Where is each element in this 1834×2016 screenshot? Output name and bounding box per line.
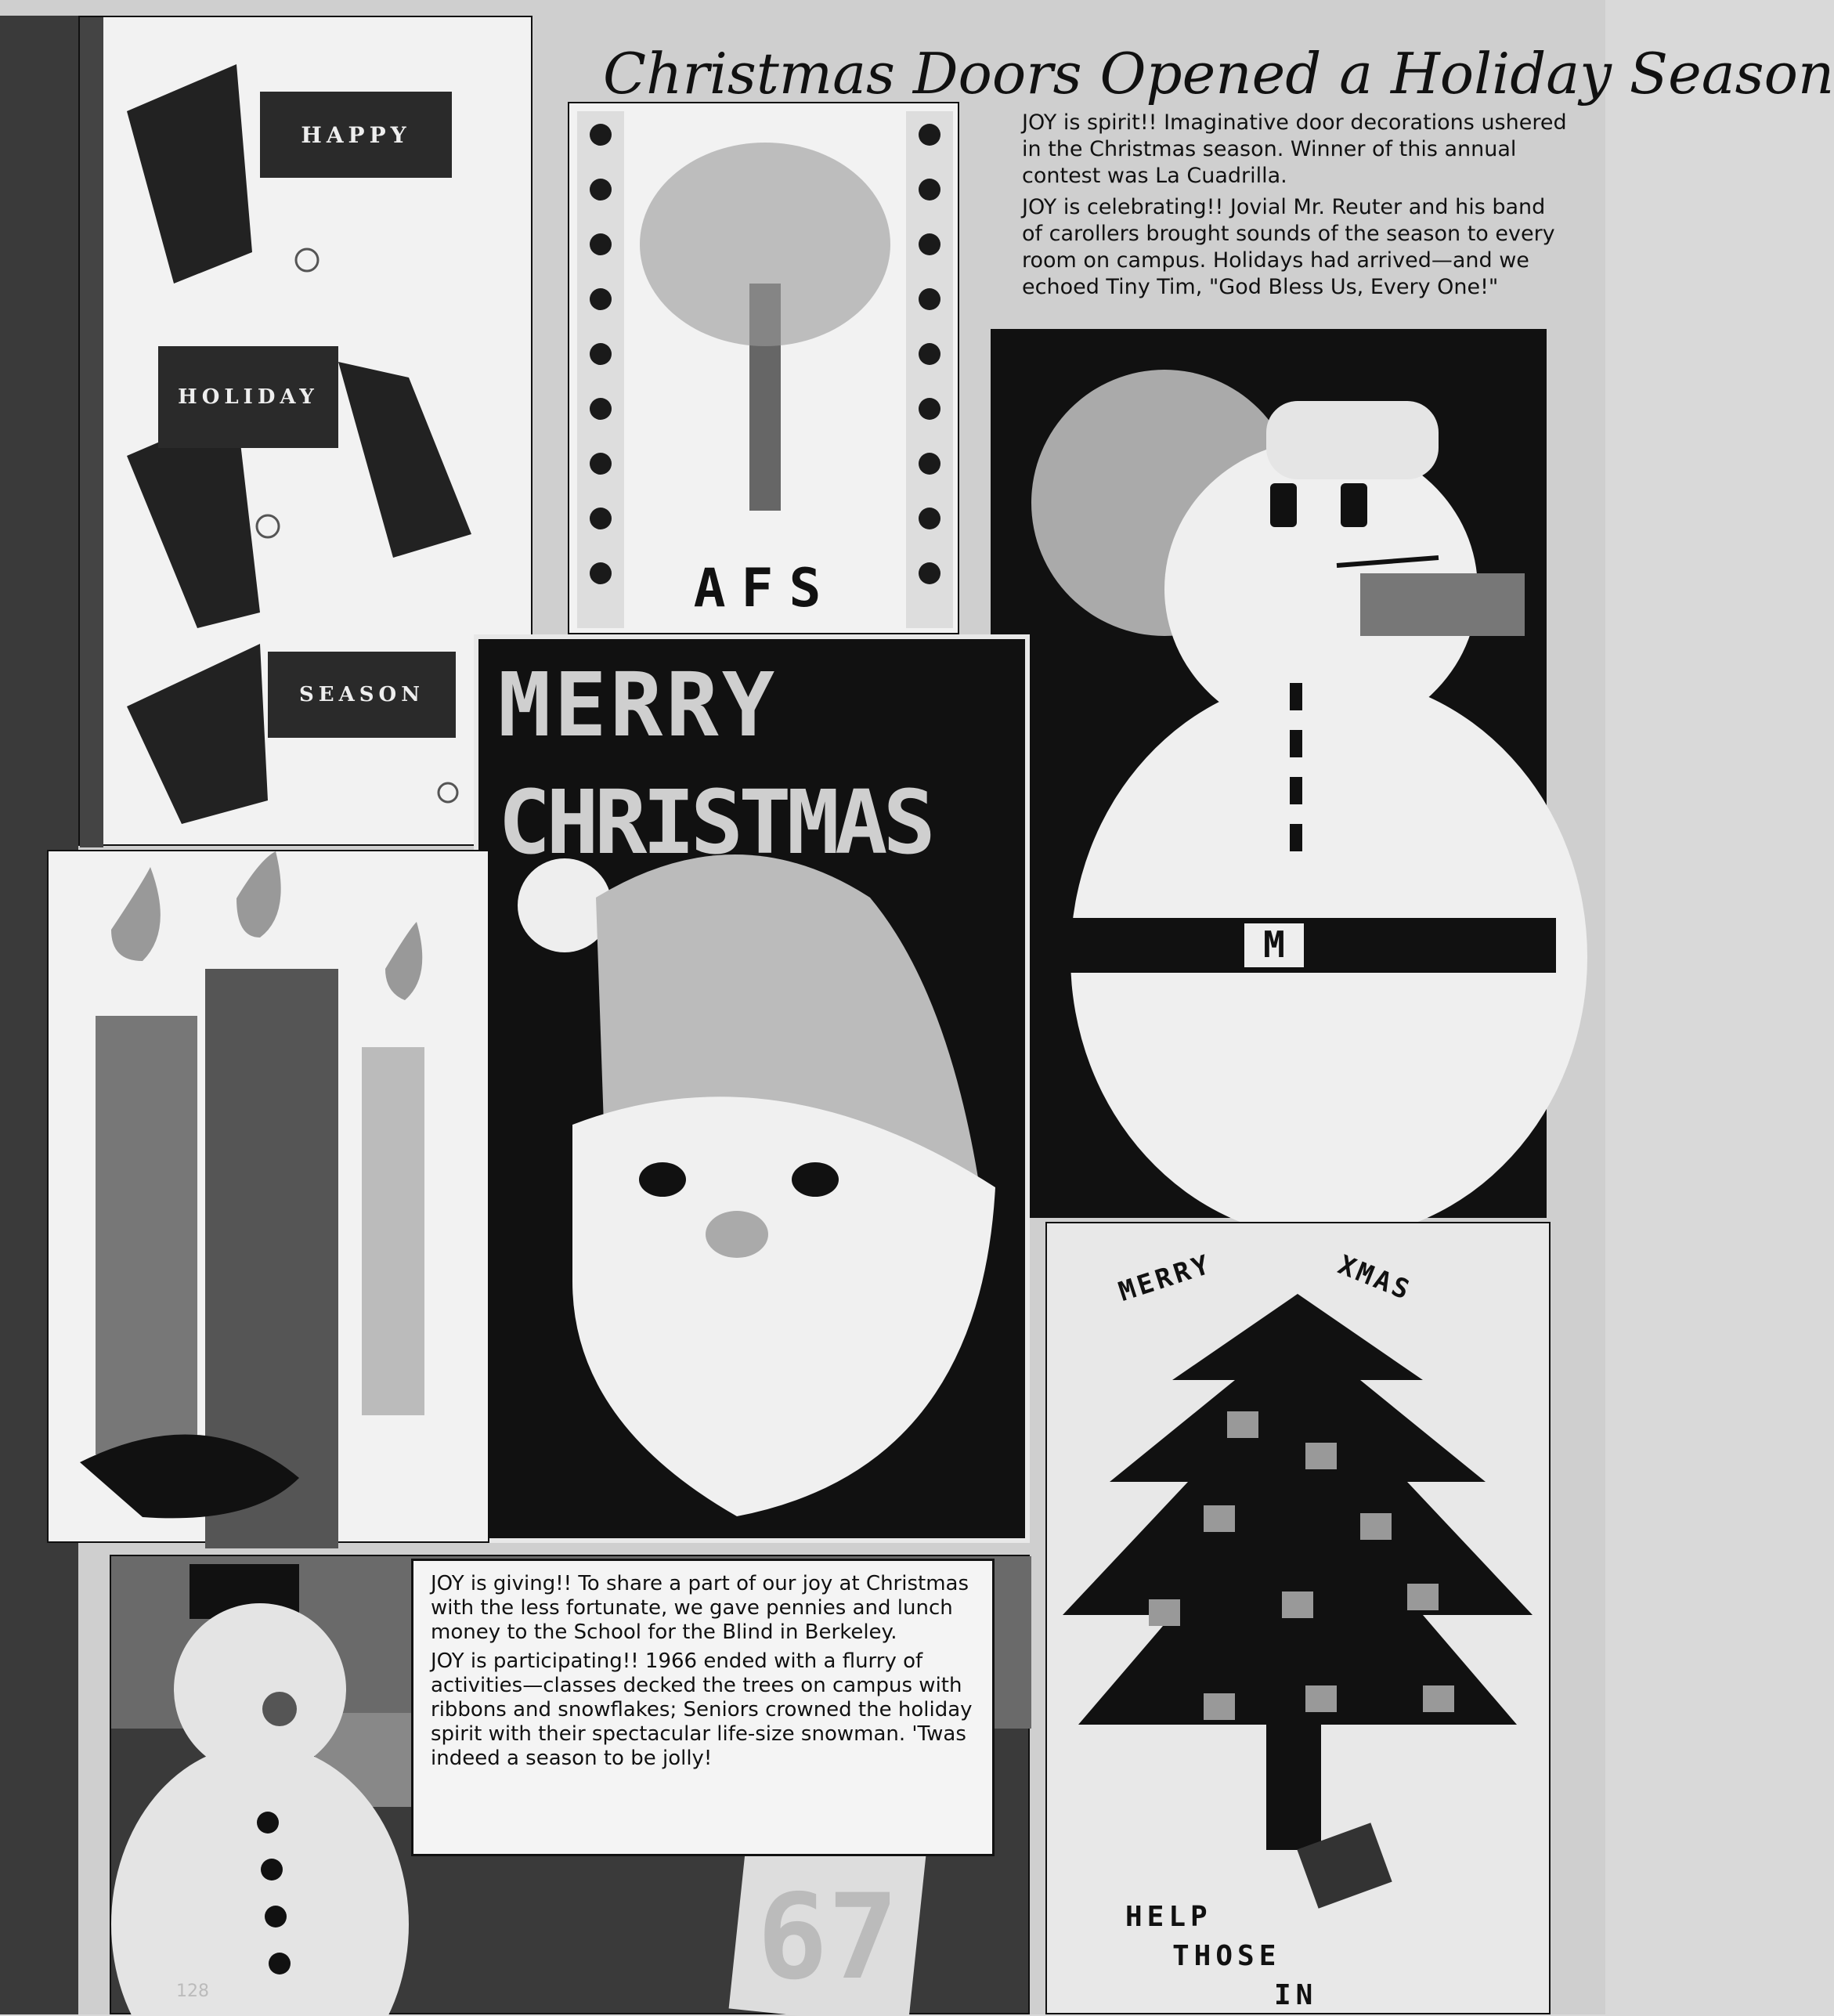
bell-shape bbox=[127, 644, 268, 824]
top-caption bbox=[1022, 110, 1570, 305]
tree-trunk bbox=[1266, 1725, 1321, 1850]
candles-door-art bbox=[49, 851, 491, 1545]
season-banner: SEASON bbox=[268, 652, 456, 738]
button-shape bbox=[1290, 777, 1302, 804]
santa-door-photo bbox=[474, 634, 1030, 1543]
xmas-arc-text: XMAS bbox=[1334, 1249, 1417, 1307]
eye-shape bbox=[1341, 483, 1367, 527]
candle-shape bbox=[362, 1047, 424, 1415]
afs-label: AFS bbox=[693, 558, 837, 620]
eye-shape bbox=[639, 1162, 686, 1197]
bell-shape bbox=[127, 64, 252, 284]
tree-door-photo bbox=[568, 102, 959, 634]
sign-number: 67 bbox=[756, 1870, 899, 2006]
candle-shape bbox=[96, 1016, 197, 1454]
xmas-tree-door-photo bbox=[1045, 1222, 1551, 2014]
caption-paragraph: JOY is giving!! To share a part of our joy at Christmas with the less fortunate, we gave pennies and lunch money to the School for the Blind in Berkeley. bbox=[431, 1572, 969, 1644]
snowman-hat bbox=[1266, 401, 1439, 479]
page-number: 128 bbox=[176, 1982, 209, 2001]
caption-paragraph: JOY is celebrating!! Jovial Mr. Reuter and his band of carollers brought sounds of the season to every room on campus. Holidays had arrived—and we echoed Tiny Tim, "God Bless Us, Every One!" bbox=[1022, 195, 1555, 299]
bottom-caption bbox=[411, 1559, 995, 1856]
flame-shape bbox=[111, 867, 161, 961]
snowflake-icon bbox=[439, 783, 457, 802]
santa-face bbox=[572, 1097, 995, 1516]
candles-door-photo bbox=[47, 850, 489, 1543]
bells-door-photo bbox=[78, 16, 533, 846]
button-shape bbox=[1290, 730, 1302, 757]
caption-paragraph: JOY is spirit!! Imaginative door decorations ushered in the Christmas season. Winner of this annual contest was La Cuadrilla. bbox=[1022, 110, 1567, 188]
in-text: IN bbox=[1274, 1979, 1318, 2011]
button-shape bbox=[265, 1906, 287, 1927]
button-shape bbox=[257, 1812, 279, 1834]
happy-banner: HAPPY bbox=[260, 92, 452, 178]
page-title: Christmas Doors Opened a Holiday Season bbox=[603, 41, 1834, 107]
help-text: HELP bbox=[1125, 1901, 1212, 1933]
button-shape bbox=[261, 1859, 283, 1881]
button-shape bbox=[1290, 683, 1302, 710]
nose-shape bbox=[262, 1692, 297, 1726]
merry-text: MERRY bbox=[498, 655, 778, 757]
button-shape bbox=[1290, 824, 1302, 851]
belt-shape bbox=[1070, 918, 1556, 973]
scarf-shape bbox=[1360, 573, 1525, 636]
eye-shape bbox=[1270, 483, 1297, 527]
flame-shape bbox=[385, 922, 422, 1000]
caption-paragraph: JOY is participating!! 1966 ended with a flurry of activities—classes decked the trees on campus with ribbons and snowflakes; Seniors crowned the holiday spirit with their spectacular life-size snowman. 'Twas indeed a season to be jolly! bbox=[431, 1649, 973, 1770]
flame-shape bbox=[236, 851, 281, 938]
eye-shape bbox=[792, 1162, 839, 1197]
snowman-door-art bbox=[992, 331, 1548, 1219]
snowflake-icon bbox=[257, 515, 279, 537]
belt-letter: M bbox=[1263, 923, 1285, 966]
bell-shape bbox=[338, 362, 471, 558]
holiday-banner: HOLIDAY bbox=[158, 346, 338, 448]
tree-door-art bbox=[569, 103, 961, 636]
tree-shape bbox=[1063, 1294, 1533, 1725]
those-text: THOSE bbox=[1172, 1940, 1281, 1972]
button-shape bbox=[269, 1953, 291, 1974]
tree-canopy bbox=[640, 143, 890, 346]
christmas-text: CHRISTMAS bbox=[498, 772, 931, 874]
nose-shape bbox=[706, 1211, 768, 1258]
snowman-door-photo bbox=[991, 329, 1547, 1218]
snowflake-icon bbox=[296, 249, 318, 271]
xmas-tree-door-art bbox=[1047, 1223, 1552, 2016]
merry-arc-text: MERRY bbox=[1114, 1248, 1216, 1308]
